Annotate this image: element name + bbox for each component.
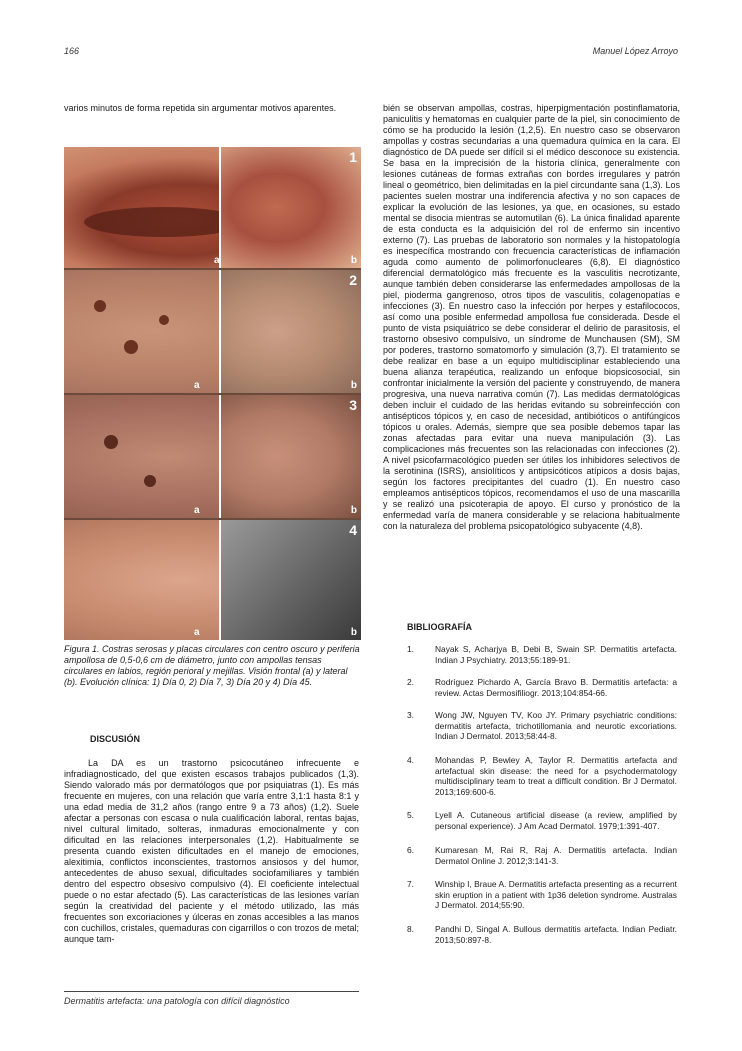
- footer-rule: [64, 991, 359, 992]
- panel-number: 1: [349, 149, 357, 165]
- reference-item: [407, 879, 677, 911]
- reference-text: Nayak S, Acharjya B, Debi B, Swain SP. Dermatitis artefacta. Indian J Psychiatry. 2013;55:189-91.: [435, 644, 677, 665]
- panel-label-a: a: [194, 627, 200, 638]
- reference-item: [407, 810, 677, 831]
- panel-number: 3: [349, 397, 357, 413]
- reference-text: Mohandas P, Bewley A, Taylor R. Dermatitis artefacta and artefactual skin disease: the need for a psychodermatology multidisciplinary team to treat a difficult condition. Br J Dermatol. 2013;169:600-6.: [435, 755, 677, 797]
- figure-panel-3: [64, 395, 361, 518]
- right-column-text: bién se observan ampollas, costras, hiperpigmentación postinflamatoria, paniculitis y hematomas en cualquier parte de la piel, sin conocimiento de cómo se ha producido la lesión (1,2,5). En nuestro caso se observaron ampollas y costras secundarias a una quemadura química en la cara. El diagnóstico de DA puede ser difícil si el médico desconoce su existencia. Se basa en la imprecisión de la historia clínica, generalmente con lesiones cutáneas de formas extrañas con bordes irregulares y patrón lineal o geométrico, bien delimitadas en la piel circundante sana (1,3). Los pacientes suelen mostrar una indiferencia afectiva y no son capaces de explicar la evolución de las lesiones, ya que, en ocasiones, su estado mental se disocia mientras se automutilan (6). La única finalidad aparente de esta conducta es la adquisición del rol de enfermo sin incentivo externo (7). Las pruebas de laboratorio son normales y la histopatología es inespecífica mostrando con frecuencia características de inflamación aguda como aumento de polimorfonucleares (6,8). El diagnóstico diferencial dermatológico más frecuente es la vasculitis necrotizante, aunque también deben considerarse las enfermedades ampollosas de la piel, pioderma gangrenoso, otros tipos de vasculitis, colagenopatías e infecciones (3). En nuestro caso la infección por herpes y estafilococos, así como una posible enfermedad ampollosa fue considerada. Desde el punto de vista psiquiátrico se debe considerar el delirio de parasitosis, el trastorno obsesivo compulsivo, un síndrome de Munchausen (SM), SM por poderes, trastorno somatomorfo y simulación (3,7). El tratamiento se debe realizar en base a un equipo multidisciplinar estableciendo una buena alianza terapéutica, realizando un enfoque biopsicosocial, sin confrontar inicialmente la versión del paciente y construyendo, de manera progresiva, una nueva narrativa común (7). Las medidas dermatológicas deben incluir el cuidado de las heridas evitando su sobreinfección con antisépticos tópicos y, en caso de necesidad, antibióticos o antifúngicos tópicos u orales. Además, siempre que sea posible debemos tapar las zonas afectadas para evitar una nueva manipulación (3). Las complicaciones más frecuentes son las relacionadas con infecciones (2). A nivel psicofarmacológico pueden ser útiles los inhibidores selectivos de la serotinina (ISRS), ansiolíticos y antipsicóticos atípicos a dosis bajas, según los factores precipitantes del cuadro (1). En nuestro caso empleamos antisépticos tópicos, recomendamos el uso de una mascarilla y se realizó una psicoterapia de apoyo. El curso y pronóstico de la enfermedad varía de manera considerable y se relaciona habitualmente con la naturaleza del problema psicopatológico subyacente (4,8).: [383, 103, 680, 531]
- reference-text: Kumaresan M, Rai R, Raj A. Dermatitis artefacta. Indian Dermatol Online J. 2012;3:141-3.: [435, 845, 677, 866]
- reference-item: [407, 677, 677, 698]
- reference-number: 1.: [407, 644, 414, 654]
- panel-number: 2: [349, 272, 357, 288]
- reference-number: 4.: [407, 755, 414, 765]
- reference-number: 2.: [407, 677, 414, 687]
- reference-number: 7.: [407, 879, 414, 889]
- panel-label-b: b: [350, 627, 357, 638]
- panel-number: 4: [349, 522, 357, 538]
- figure-panel-2: [64, 270, 361, 393]
- reference-text: Wong JW, Nguyen TV, Koo JY. Primary psychiatric conditions: dermatitis artefacta, trichotillomania and neurotic excoriations. Indian J Dermatol. 2013;58:44-8.: [435, 710, 677, 741]
- page-number: 166: [64, 46, 80, 56]
- reference-item: [407, 924, 677, 945]
- figure-panel-4: [64, 520, 361, 640]
- panel-label-a: a: [214, 255, 220, 266]
- reference-item: [407, 644, 677, 665]
- reference-number: 8.: [407, 924, 414, 934]
- panel-label-b: b: [350, 255, 357, 266]
- reference-item: [407, 845, 677, 866]
- discussion-heading: DISCUSIÓN: [90, 734, 141, 744]
- reference-text: Rodríguez Pichardo A, García Bravo B. Dermatitis artefacta: a review. Actas Dermosifiliogr. 2013;104:854-66.: [435, 677, 677, 698]
- figure-panel-1: [64, 147, 361, 268]
- reference-text: Pandhi D, Singal A. Bullous dermatitis artefacta. Indian Pediatr. 2013;50:897-8.: [435, 924, 677, 945]
- reference-item: [407, 755, 677, 797]
- panel-label-b: b: [350, 380, 357, 391]
- reference-number: 5.: [407, 810, 414, 820]
- reference-number: 6.: [407, 845, 414, 855]
- panel-label-b: b: [350, 505, 357, 516]
- reference-text: Lyell A. Cutaneous artificial disease (a review, amplified by personal experience). J Am Acad Dermatol. 1979;1:391-407.: [435, 810, 677, 831]
- running-author: Manuel López Arroyo: [592, 46, 678, 56]
- figure-caption: Figura 1. Costras serosas y placas circulares con centro oscuro y periferia ampollosa de 0,5-0,6 cm de diámetro, junto con ampollas tensas circulares en labios, región perioral y mejillas. Visión frontal (a) y lateral (b). Evolución clínica: 1) Día 0, 2) Día 7, 3) Día 20 y 4) Día 45.: [64, 644, 360, 687]
- reference-number: 3.: [407, 710, 414, 720]
- bibliography-heading: BIBLIOGRAFÍA: [407, 622, 472, 632]
- left-top-text: varios minutos de forma repetida sin argumentar motivos aparentes.: [64, 103, 337, 113]
- reference-item: [407, 710, 677, 742]
- clinical-figure: [64, 147, 361, 640]
- reference-text: Winship I, Braue A. Dermatitis artefacta presenting as a recurrent skin eruption in a patient with 1p36 deletion syndrome. Australas J Dermatol. 2014;55:90.: [435, 879, 677, 910]
- panel-label-a: a: [194, 380, 200, 391]
- panel-label-a: a: [194, 505, 200, 516]
- discussion-text: La DA es un trastorno psicocutáneo infrecuente e infradiagnosticado, del que existen escasos trabajos publicados (1,3). Siendo valorado más por dermatólogos que por psiquiatras (1). Es más frecuente en mujeres, con una relación que varía entre 3,1:1 hasta 8:1 y una edad media de 31,2 años (rango entre 9 a 73 años) (1,2). Suele afectar a personas con escasa o nula cualificación laboral, rentas bajas, nivel cultural limitado, solteras, inmaduras emocionalmente y con dificultad en las relaciones interpersonales (1,2). Habitualmente se presenta cuando existen dificultades en el manejo de emociones, alexitimia, conflictos inconscientes, trastornos ansiosos y del humor, antecedentes de abuso sexual, dificultades sociofamiliares y también dentro del espectro obsesivo compulsivo (4). El coeficiente intelectual puede o no estar afectado (5). Las características de las lesiones varían según la creatividad del paciente y el método utilizado, las más frecuentes son excoriaciones y úlceras en zonas accesibles a las manos con cuchillos, cristales, quemaduras con cigarrillos o con trozos de metal; aunque tam-: [64, 758, 359, 944]
- running-footer: Dermatitis artefacta: una patología con difícil diagnóstico: [64, 996, 290, 1006]
